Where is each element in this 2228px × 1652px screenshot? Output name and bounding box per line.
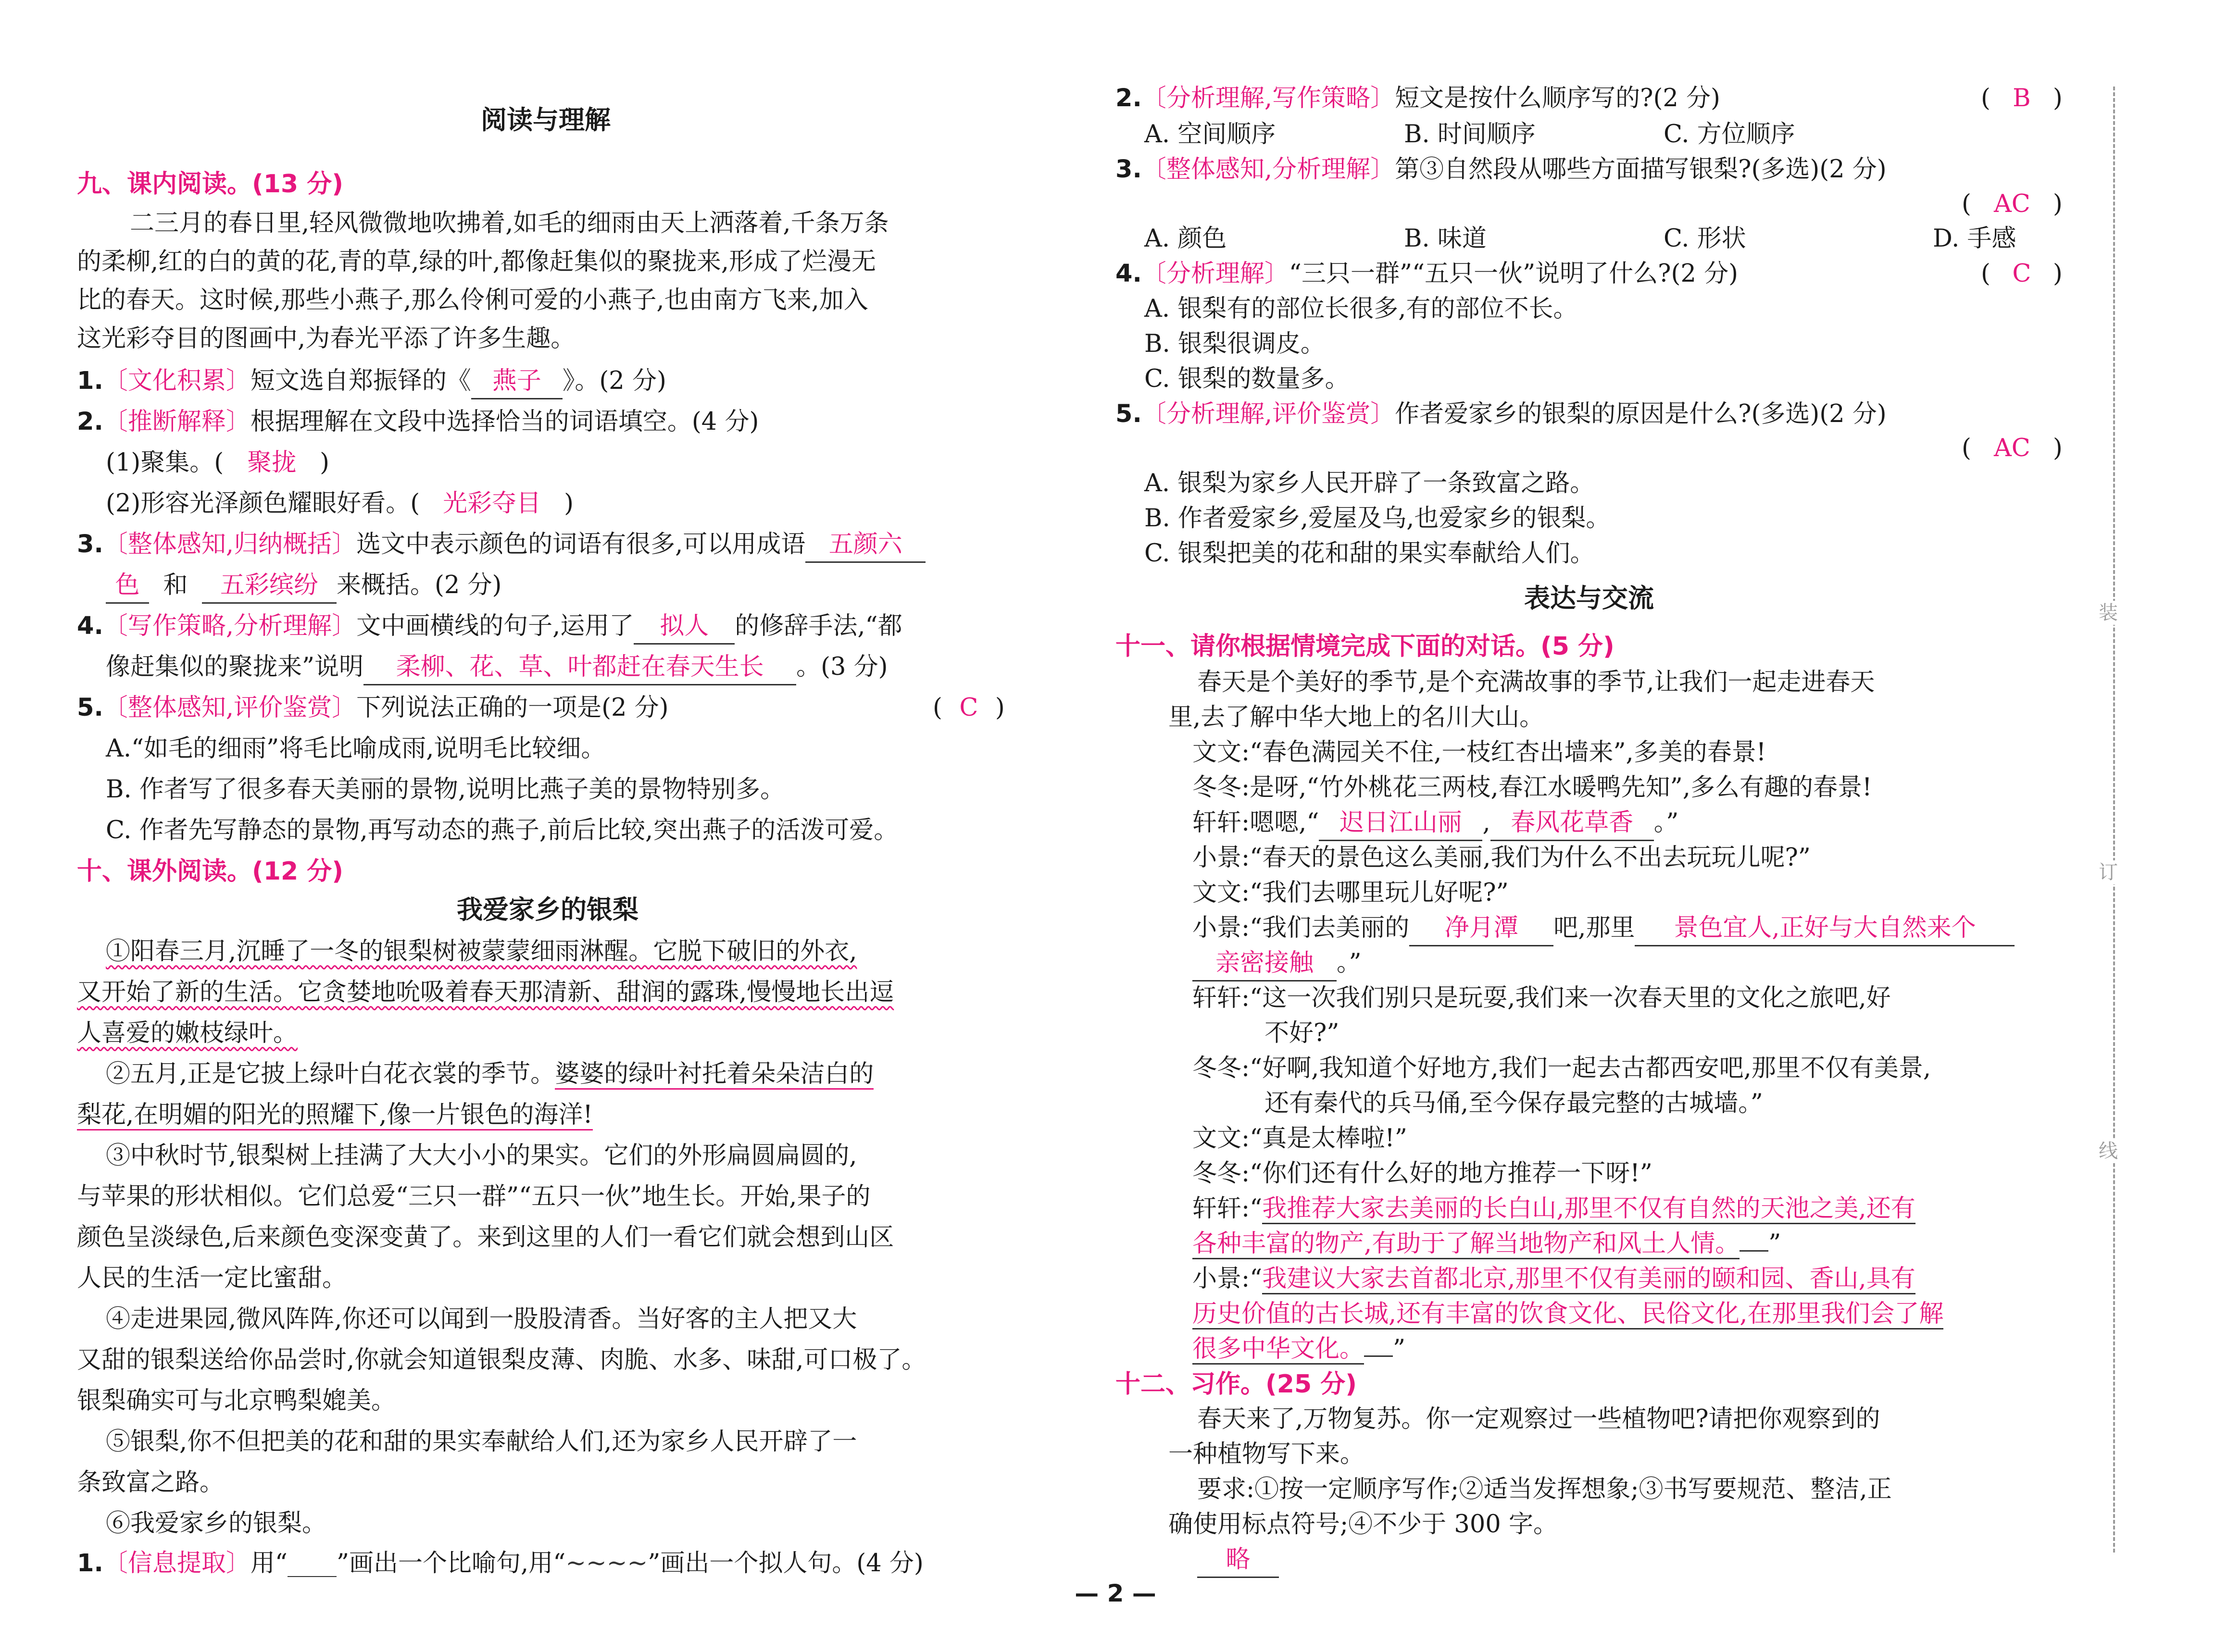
option-a: A.“如毛的细雨”将毛比喻成雨,说明毛比较细。 bbox=[106, 734, 606, 763]
question-text: 像赶集似的聚拢来”说明 bbox=[106, 653, 364, 681]
simile-sentence: 梨花,在明媚的阳光的照耀下,像一片银色的海洋! bbox=[77, 1101, 593, 1130]
answer-blank[interactable]: 五彩缤纷 bbox=[202, 569, 337, 604]
dialogue-line bbox=[1192, 1192, 1915, 1226]
dialogue-line: 轩轩:“这一次我们别只是玩耍,我们来一次春天里的文化之旅吧,好 bbox=[1192, 984, 1891, 1012]
wavy-line-sample: ~~~~ bbox=[565, 1549, 648, 1577]
question-9-4-cont bbox=[106, 650, 888, 685]
article-paragraph-4: 又甜的银梨送给你品尝时,你就会知道银梨皮薄、肉脆、水多、味甜,可口极了。 bbox=[77, 1346, 926, 1374]
question-9-3-cont bbox=[106, 569, 501, 604]
answer-blank[interactable]: 我推荐大家去美丽的长白山,那里不仅有自然的天池之美,还有 bbox=[1262, 1194, 1915, 1224]
article-paragraph-2 bbox=[77, 1098, 593, 1132]
essay-prompt: 春天来了,万物复苏。你一定观察过一些植物吧?请把你观察到的 bbox=[1197, 1405, 1880, 1433]
sub-question-text: (1)聚集。( bbox=[106, 448, 224, 477]
binding-line bbox=[2113, 87, 2115, 1553]
passage-line: 比的春天。这时候,那些小燕子,那么伶俐可爱的小燕子,也由南方飞来,加入 bbox=[77, 286, 868, 314]
question-9-2 bbox=[77, 405, 759, 439]
straight-line-sample: ____ bbox=[287, 1549, 337, 1577]
dialogue-line-cont bbox=[1192, 1227, 1781, 1261]
question-9-2-sub2 bbox=[106, 487, 574, 521]
dialogue-text: 轩轩:嗯嗯,“ bbox=[1192, 808, 1319, 837]
question-text: 用“ bbox=[250, 1549, 288, 1577]
question-tag: 〔整体感知,评价鉴赏〕 bbox=[103, 694, 357, 722]
dialogue-line: 冬冬:“好啊,我知道个好地方,我们一起去古都西安吧,那里不仅有美景, bbox=[1192, 1054, 1931, 1082]
option-b: B. 银梨很调皮。 bbox=[1144, 330, 1325, 358]
article-paragraph-5: ⑤银梨,你不但把美的花和甜的果实奉献给人们,还为家乡人民开辟了一 bbox=[106, 1428, 857, 1456]
question-9-3 bbox=[77, 528, 926, 563]
question-number: 1. bbox=[77, 367, 103, 395]
answer-blank[interactable]: 景色宜人,正好与大自然来个 bbox=[1635, 911, 2015, 946]
option-c: C. 银梨把美的花和甜的果实奉献给人们。 bbox=[1144, 539, 1595, 568]
paragraph-text: ②五月,正是它披上绿叶白花衣裳的季节。 bbox=[106, 1060, 555, 1088]
question-9-4 bbox=[77, 609, 902, 645]
article-paragraph-6: ⑥我爱家乡的银梨。 bbox=[106, 1509, 327, 1538]
question-tag: 〔整体感知,归纳概括〕 bbox=[103, 530, 357, 559]
question-tag: 〔信息提取〕 bbox=[103, 1549, 250, 1577]
question-tag: 〔整体感知,分析理解〕 bbox=[1141, 155, 1395, 184]
paren-close: ) bbox=[320, 448, 330, 477]
article-paragraph-1 bbox=[77, 976, 894, 1009]
dialogue-line: 冬冬:“你们还有什么好的地方推荐一下呀!” bbox=[1192, 1159, 1652, 1188]
paren-close: ) bbox=[995, 694, 1005, 722]
answer-blank[interactable]: 色 bbox=[106, 569, 149, 604]
question-10-4 bbox=[1115, 257, 1738, 291]
dialogue-intro: 春天是个美好的季节,是个充满故事的季节,让我们一起走进春天 bbox=[1197, 668, 1875, 696]
dialogue-line-cont bbox=[1192, 946, 1362, 981]
question-tag: 〔分析理解,写作策略〕 bbox=[1141, 84, 1395, 112]
answer-blank[interactable]: 略 bbox=[1197, 1543, 1279, 1578]
binding-mark: 线 bbox=[2099, 1140, 2118, 1162]
dialogue-line bbox=[1192, 911, 2015, 946]
question-number: 5. bbox=[77, 694, 103, 722]
dialogue-line: 文文:“我们去哪里玩儿好呢?” bbox=[1192, 879, 1509, 907]
section-12-heading: 十二、习作。(25 分) bbox=[1115, 1370, 1357, 1399]
article-paragraph-4: ④走进果园,微风阵阵,你还可以闻到一股股清香。当好客的主人把又大 bbox=[106, 1305, 857, 1333]
question-10-1 bbox=[77, 1547, 924, 1580]
dialogue-line: 小景:“春天的景色这么美丽,我们为什么不出去玩玩儿呢?” bbox=[1192, 844, 1811, 872]
article-paragraph-3: 人民的生活一定比蜜甜。 bbox=[77, 1264, 347, 1292]
dialogue-line bbox=[1192, 1262, 1915, 1296]
personification-sentence: ①阳春三月,沉睡了一冬的银梨树被蒙蒙细雨淋醒。它脱下破旧的外衣, bbox=[106, 937, 857, 966]
answer-value: AC bbox=[1993, 434, 2030, 462]
dialogue-line: 冬冬:是呀,“竹外桃花三两枝,春江水暖鸭先知”,多么有趣的春景! bbox=[1192, 773, 1872, 802]
dialogue-text: ” bbox=[1768, 1230, 1781, 1258]
paren-open: ( bbox=[933, 694, 942, 722]
question-10-2 bbox=[1115, 82, 1720, 115]
answer-value: C bbox=[2012, 260, 2031, 288]
answer-paren[interactable]: ( AC ) bbox=[1962, 432, 2063, 465]
question-text: 根据理解在文段中选择恰当的词语填空。(4 分) bbox=[250, 408, 759, 436]
option-b: B. 作者爱家乡,爱屋及乌,也爱家乡的银梨。 bbox=[1144, 504, 1611, 533]
answer-blank[interactable]: 春风花草香 bbox=[1490, 806, 1654, 841]
question-text: 短文是按什么顺序写的?(2 分) bbox=[1395, 84, 1720, 112]
question-text: 的修辞手法,“都 bbox=[735, 612, 902, 640]
answer-value: C bbox=[959, 694, 978, 722]
article-paragraph-3: 颜色呈淡绿色,后来颜色变深变黄了。来到这里的人们一看它们就会想到山区 bbox=[77, 1223, 894, 1252]
answer-value: B bbox=[2013, 84, 2031, 112]
question-text: ”画出一个比喻句,用“ bbox=[336, 1549, 566, 1577]
article-paragraph-3: ③中秋时节,银梨树上挂满了大大小小的果实。它们的外形扁圆扁圆的, bbox=[106, 1142, 857, 1170]
question-number: 5. bbox=[1115, 400, 1142, 428]
option-b: B. 时间顺序 bbox=[1404, 120, 1536, 149]
dialogue-text: 小景:“我们去美丽的 bbox=[1192, 914, 1410, 942]
answer-paren[interactable] bbox=[933, 691, 1005, 725]
article-paragraph-5: 条致富之路。 bbox=[77, 1468, 225, 1497]
question-number: 2. bbox=[1115, 84, 1142, 112]
option-a: A. 银梨有的部位长很多,有的部位不长。 bbox=[1144, 295, 1578, 323]
answer-value[interactable]: 光彩夺目 bbox=[443, 489, 541, 518]
question-text: “三只一群”“五只一伙”说明了什么?(2 分) bbox=[1289, 260, 1738, 288]
question-number: 3. bbox=[77, 530, 103, 559]
passage-line: 这光彩夺目的图画中,为春光平添了许多生趣。 bbox=[77, 324, 576, 353]
personification-sentence: 又开始了新的生活。它贪婪地吮吸着春天那清新、甜润的露珠,慢慢地长出逗 bbox=[77, 978, 894, 1006]
dialogue-line-cont: 还有秦代的兵马俑,至今保存最完整的古城墙。” bbox=[1264, 1089, 1763, 1118]
question-9-1 bbox=[77, 364, 666, 399]
option-c: C. 作者先写静态的景物,再写动态的燕子,前后比较,突出燕子的活泼可爱。 bbox=[106, 816, 899, 845]
question-10-3 bbox=[1115, 153, 1887, 186]
question-text: ”画出一个拟人句。(4 分) bbox=[648, 1549, 924, 1577]
binding-mark: 订 bbox=[2099, 861, 2118, 883]
dialogue-line-cont bbox=[1192, 1332, 1405, 1366]
simile-sentence: 婆婆的绿叶衬托着朵朵洁白的 bbox=[555, 1060, 874, 1090]
option-a: A. 空间顺序 bbox=[1144, 120, 1276, 149]
article-paragraph-2 bbox=[106, 1057, 874, 1091]
option-c: C. 方位顺序 bbox=[1664, 120, 1795, 149]
question-number: 3. bbox=[1115, 155, 1142, 184]
question-text: 选文中表示颜色的词语有很多,可以用成语 bbox=[356, 530, 806, 559]
binding-mark: 装 bbox=[2099, 602, 2118, 624]
question-tag: 〔分析理解〕 bbox=[1141, 260, 1289, 288]
answer-blank[interactable]: 燕子 bbox=[471, 364, 563, 399]
question-text: 和 bbox=[163, 571, 188, 599]
dialogue-line-cont bbox=[1192, 1297, 1943, 1331]
dialogue-text: 吧,那里 bbox=[1553, 914, 1635, 942]
question-number: 1. bbox=[77, 1549, 103, 1577]
question-text: 》。(2 分) bbox=[562, 367, 666, 395]
question-text: 下列说法正确的一项是(2 分) bbox=[356, 694, 669, 722]
question-9-5 bbox=[77, 691, 669, 725]
blank-gap bbox=[1364, 1355, 1393, 1357]
answer-blank[interactable]: 柔柳、花、草、叶都赶在春天生长 bbox=[363, 650, 796, 685]
question-tag: 〔写作策略,分析理解〕 bbox=[103, 612, 357, 640]
question-text: 来概括。(2 分) bbox=[337, 571, 502, 599]
question-text: 作者爱家乡的银梨的原因是什么?(多选)(2 分) bbox=[1395, 400, 1887, 428]
answer-paren[interactable]: ( B ) bbox=[1981, 82, 2063, 115]
paren-close: ) bbox=[564, 489, 574, 518]
dialogue-text: 。” bbox=[1653, 808, 1679, 837]
answer-blank[interactable]: 亲密接触 bbox=[1192, 946, 1337, 981]
passage-line: 二三月的春日里,轻风微微地吹拂着,如毛的细雨由天上洒落着,千条万条 bbox=[130, 209, 889, 237]
question-number: 2. bbox=[77, 408, 103, 436]
article-paragraph-1 bbox=[77, 1017, 298, 1050]
answer-blank[interactable]: 很多中华文化。 bbox=[1192, 1335, 1364, 1365]
section-9-heading: 九、课内阅读。(13 分) bbox=[77, 170, 343, 199]
question-tag: 〔分析理解,评价鉴赏〕 bbox=[1141, 400, 1395, 428]
dialogue-line bbox=[1192, 806, 1678, 841]
question-10-5 bbox=[1115, 397, 1887, 431]
essay-answer bbox=[1197, 1543, 1279, 1578]
answer-blank[interactable]: 净月潭 bbox=[1409, 911, 1553, 946]
article-title: 我爱家乡的银梨 bbox=[457, 894, 638, 925]
dialogue-line: 文文:“真是太棒啦!” bbox=[1192, 1124, 1407, 1153]
dialogue-text: ” bbox=[1393, 1335, 1406, 1363]
option-a: A. 颜色 bbox=[1144, 224, 1227, 253]
answer-paren[interactable]: ( C ) bbox=[1981, 257, 2063, 291]
section-11-heading: 十一、请你根据情境完成下面的对话。(5 分) bbox=[1115, 632, 1615, 661]
page-number: — 2 — bbox=[1075, 1579, 1156, 1607]
dialogue-line: 文文:“春色满园关不住,一枝红杏出墙来”,多美的春景! bbox=[1192, 738, 1766, 767]
answer-blank[interactable]: 我建议大家去首都北京,那里不仅有美丽的颐和园、香山,具有 bbox=[1262, 1265, 1915, 1294]
dialogue-intro: 里,去了解中华大地上的名川大山。 bbox=[1168, 703, 1544, 732]
dialogue-text: , bbox=[1482, 808, 1490, 837]
dialogue-text: 小景:“ bbox=[1192, 1265, 1263, 1293]
section-title-expression: 表达与交流 bbox=[1524, 583, 1654, 613]
option-a: A. 银梨为家乡人民开辟了一条致富之路。 bbox=[1144, 469, 1595, 497]
answer-paren[interactable]: ( AC ) bbox=[1962, 187, 2063, 221]
question-text: 第③自然段从哪些方面描写银梨?(多选)(2 分) bbox=[1395, 155, 1887, 184]
section-10-heading: 十、课外阅读。(12 分) bbox=[77, 857, 343, 886]
essay-prompt: 一种植物写下来。 bbox=[1168, 1440, 1365, 1468]
option-c: C. 银梨的数量多。 bbox=[1144, 365, 1350, 393]
blank-gap bbox=[1740, 1250, 1768, 1252]
option-b: B. 作者写了很多春天美丽的景物,说明比燕子美的景物特别多。 bbox=[106, 775, 785, 804]
dialogue-text: 。” bbox=[1337, 949, 1362, 977]
question-tag: 〔推断解释〕 bbox=[103, 408, 250, 436]
article-paragraph-1 bbox=[106, 935, 857, 969]
answer-value[interactable]: 聚拢 bbox=[247, 448, 297, 477]
dialogue-line-cont: 不好?” bbox=[1264, 1019, 1339, 1047]
sub-question-text: (2)形容光泽颜色耀眼好看。( bbox=[106, 489, 420, 518]
personification-sentence: 人喜爱的嫩枝绿叶。 bbox=[77, 1019, 298, 1047]
answer-blank[interactable]: 各种丰富的物产,有助于了解当地物产和风土人情。 bbox=[1192, 1230, 1740, 1259]
article-paragraph-3: 与苹果的形状相似。它们总爱“三只一群”“五只一伙”地生长。开始,果子的 bbox=[77, 1182, 871, 1211]
question-tag: 〔文化积累〕 bbox=[103, 367, 250, 395]
answer-blank[interactable]: 历史价值的古长城,还有丰富的饮食文化、民俗文化,在那里我们会了解 bbox=[1192, 1300, 1943, 1329]
option-c: C. 形状 bbox=[1664, 224, 1746, 253]
option-d: D. 手感 bbox=[1933, 224, 2016, 253]
essay-requirements: 确使用标点符号;④不少于 300 字。 bbox=[1168, 1510, 1558, 1539]
question-text: 短文选自郑振铎的《 bbox=[250, 367, 471, 395]
section-title-reading: 阅读与理解 bbox=[481, 105, 611, 135]
answer-blank[interactable]: 五颜六 bbox=[805, 528, 926, 563]
passage-line: 的柔柳,红的白的黄的花,青的草,绿的叶,都像赶集似的聚拢来,形成了烂漫无 bbox=[77, 248, 876, 276]
question-number: 4. bbox=[77, 612, 103, 640]
answer-blank[interactable]: 拟人 bbox=[634, 609, 735, 645]
question-text: 。(3 分) bbox=[796, 653, 888, 681]
essay-requirements: 要求:①按一定顺序写作;②适当发挥想象;③书写要规范、整洁,正 bbox=[1197, 1475, 1892, 1503]
option-b: B. 味道 bbox=[1404, 224, 1487, 253]
answer-blank[interactable]: 迟日江山丽 bbox=[1319, 806, 1482, 841]
article-paragraph-4: 银梨确实可与北京鸭梨媲美。 bbox=[77, 1387, 396, 1415]
answer-value: AC bbox=[1993, 190, 2030, 218]
question-number: 4. bbox=[1115, 260, 1142, 288]
dialogue-text: 轩轩:“ bbox=[1192, 1194, 1263, 1223]
question-9-2-sub1 bbox=[106, 446, 329, 480]
question-text: 文中画横线的句子,运用了 bbox=[356, 612, 634, 640]
